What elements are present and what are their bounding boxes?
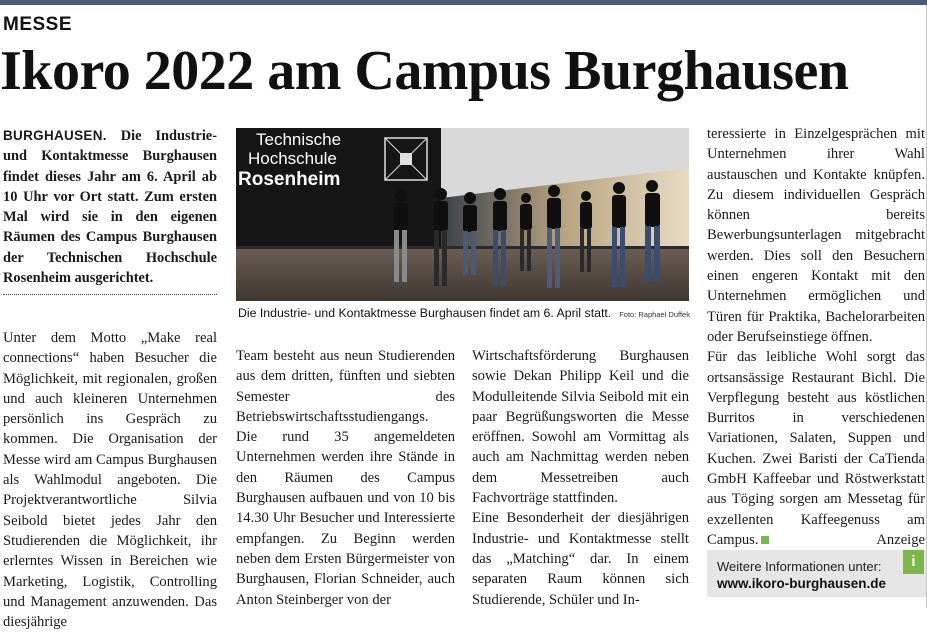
paragraph: Unter dem Motto „Make real connections“ haben Besucher die Möglichkeit, mit regionalen, großen und auch kleineren Unternehmen persönlich ins Gespräch zu kommen. Die Organisation der Messe wird am Campus Burghausen als Wahlmodul angeboten. Die Projektverantwortliche Silvia Seibold bietet jedes Jahr den Studierenden die Möglichkeit, ihr erlerntes Wissen in Bereichen wie Marketing, Logistik, Controlling und Management anzuwenden. Das diesjährige: [3, 330, 217, 631]
section-kicker: MESSE: [3, 14, 73, 35]
paragraph-text: Für das leibliche Wohl sorgt das ortsansässige Restaurant Bichl. Die Verpflegung besteht aus köstlichen Burritos in verschiedenen Variationen, Salaten, Suppen und Kuchen. Zwei Baristi der CaTienda GmbH Kaffeebar und Röstwerkstatt aus Töging sorgen am Messetag für exzellenten Kaffeegenuss am Campus.: [707, 349, 925, 548]
sign-line-2: Hochschule: [248, 149, 337, 168]
info-label: Weitere Informationen unter:: [717, 559, 882, 574]
info-icon: i: [903, 550, 924, 574]
lead-divider: [3, 294, 217, 295]
article-column-2: [236, 346, 455, 610]
paragraph: Wirtschaftsförderung Burghausen sowie Dekan Philipp Keil und die Modulleitende Silvia Seibold mit ein paar Begrüßungsworten die Messe eröffnen. Sowohl am Vormittag als auch am Nachmittag werden neben dem Messetreiben auch Fachvorträge stattfinden.: [472, 348, 689, 507]
paragraph: Die rund 35 angemeldeten Unternehmen werden ihre Stände in den Räumen des Campus Burghausen aufbauen und von 10 bis 14.30 Uhr Besucher und Interessierte empfangen. Zu Beginn werden neben dem Ersten Bürgermeister von Burghausen, Florian Schneider, auch Anton Steinberger von der: [236, 429, 455, 608]
paragraph: Eine Besonderheit der diesjährigen Industrie- und Kontaktmesse stellt das „Matching“ dar. In einem separaten Raum können sich Studierende, Schüler und In-: [472, 510, 689, 608]
ad-label: Anzeige: [876, 531, 925, 548]
caption-text: Die Industrie- und Kontaktmesse Burghausen findet am 6. April statt.: [238, 306, 612, 320]
paragraph: Team besteht aus neun Studierenden aus dem dritten, fünften und siebten Semester des Betriebswirtschaftsstudiengangs.: [236, 348, 455, 425]
article-headline: Ikoro 2022 am Campus Burghausen: [0, 40, 849, 102]
article-column-4: [707, 124, 925, 550]
article-column-3: [472, 346, 689, 610]
article-column-1: [3, 328, 217, 632]
paragraph-last: [707, 347, 925, 550]
article-photo: [236, 128, 689, 301]
dateline: BURGHAUSEN.: [3, 128, 107, 143]
paragraph: teressierte in Einzelgesprächen mit Unternehmen ihrer Wahl austauschen und Kontakte knüpfen. Zu diesem individuellen Gespräch können bereits Bewerbungsunterlagen mitgebracht werden. Dies soll den Besuchern einen engeren Kontakt mit den Unternehmen ermöglichen und Türen für Praktika, Bachelorarbeiten oder Berufseinstiege öffnen.: [707, 126, 925, 345]
photo-illustration: [236, 128, 689, 301]
top-rule: [0, 0, 927, 5]
photo-credit: Foto: Raphael Duffek: [619, 310, 690, 319]
sign-line-3: Rosenheim: [238, 169, 341, 190]
lead-text: Die Industrie- und Kontaktmesse Burghausen findet dieses Jahr am 6. April ab 10 Uhr vor Ort statt. Zum ersten Mal wird sie in den eigenen Räumen des Campus Burghausen der Technischen Hochschule Rosenheim ausgerichtet.: [3, 128, 217, 287]
end-mark-icon: [761, 536, 769, 544]
photo-caption: [238, 306, 690, 320]
sign-line-1: Technische: [256, 130, 342, 149]
info-box: [707, 550, 926, 597]
info-link[interactable]: www.ikoro-burghausen.de: [717, 576, 887, 591]
article-lead: [3, 126, 217, 288]
